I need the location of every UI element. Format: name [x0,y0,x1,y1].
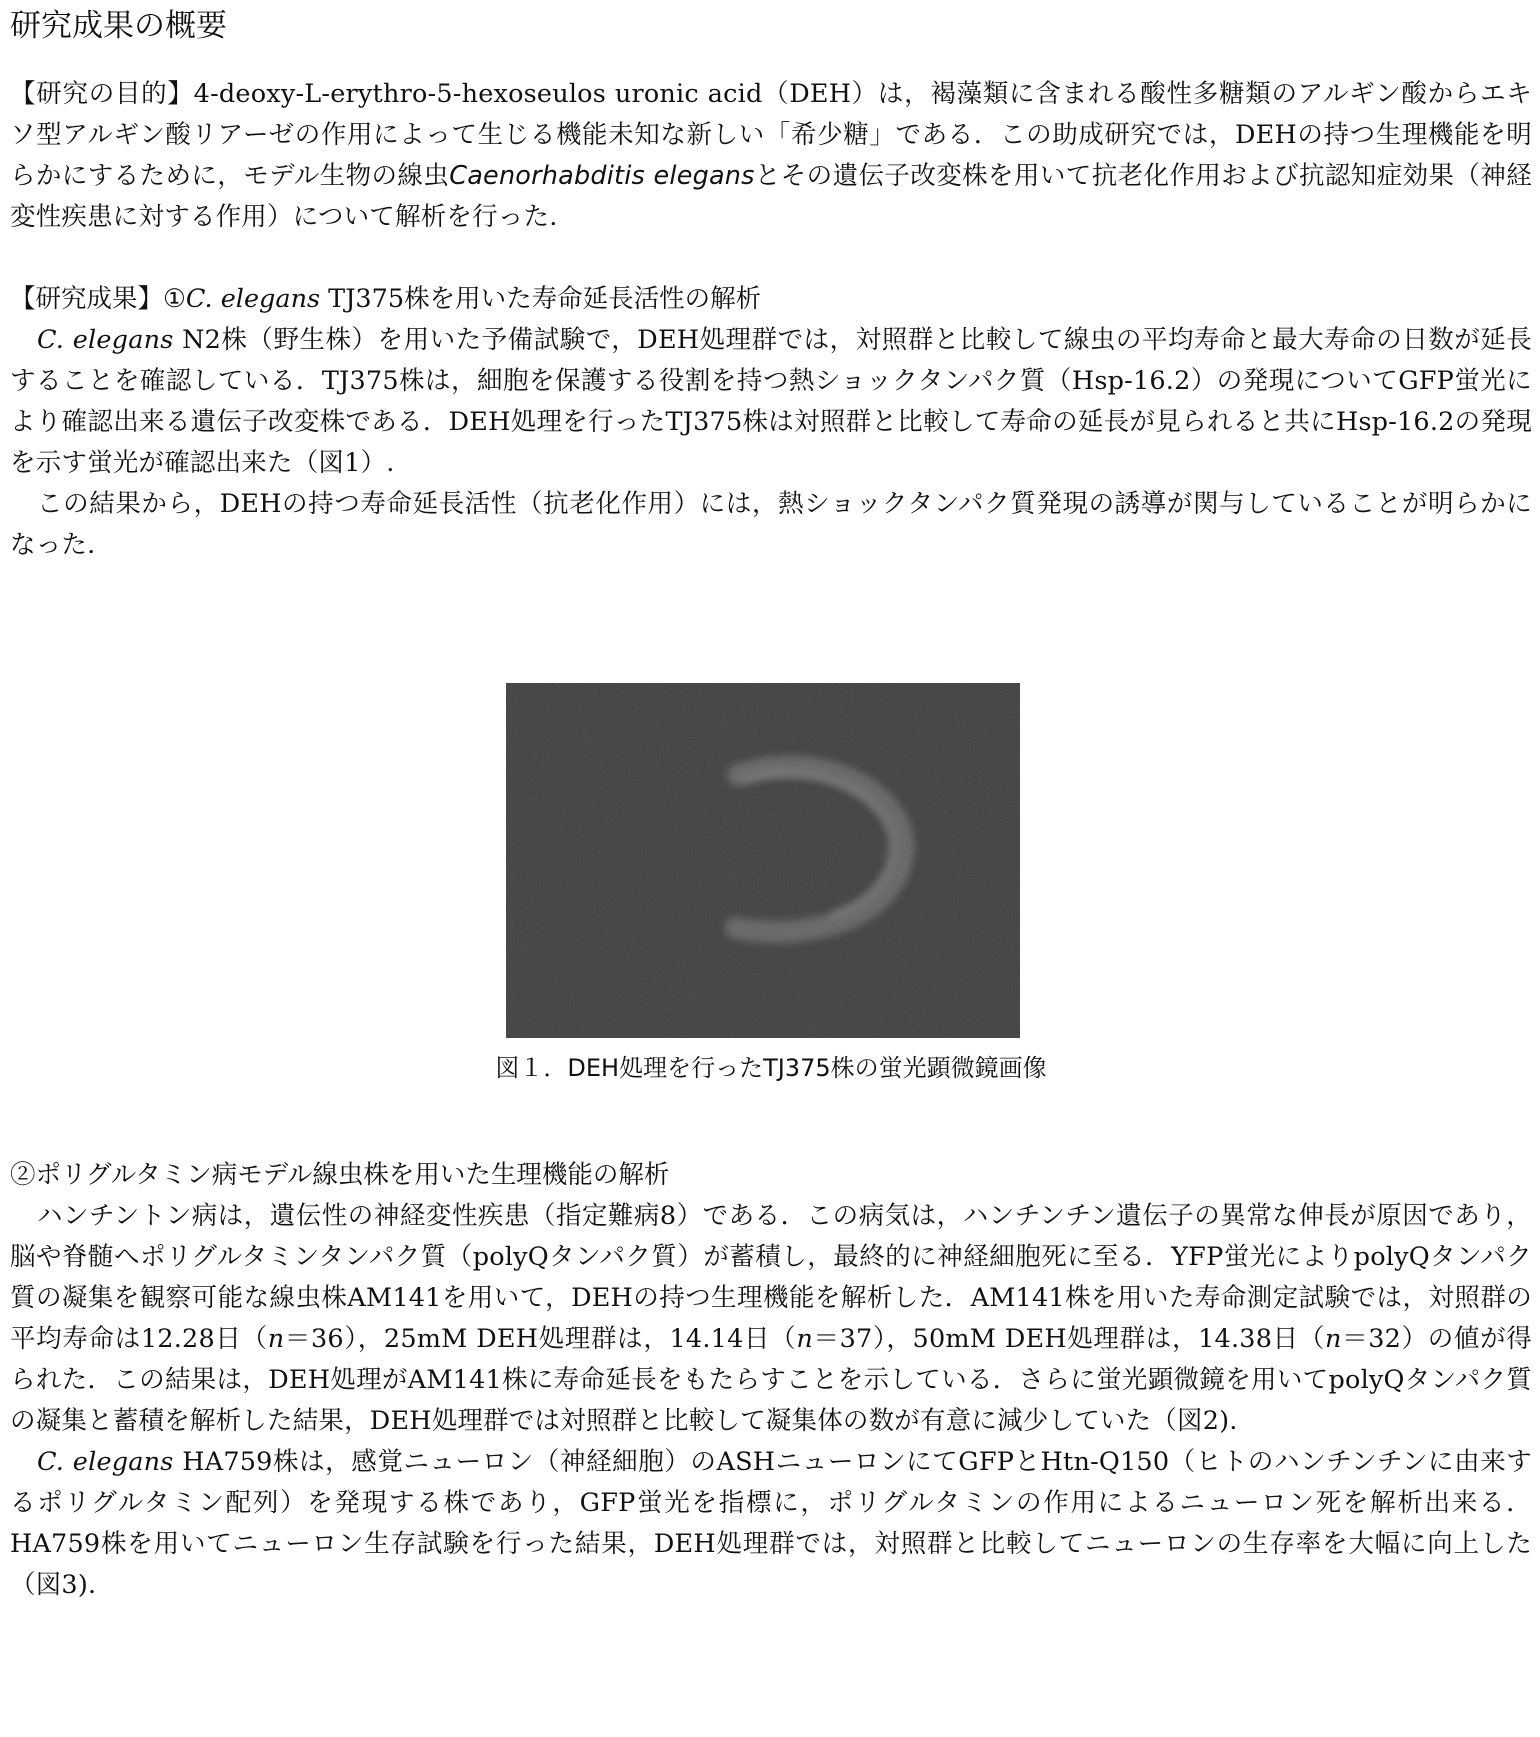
purpose-label: 【研究の目的】 [10,79,194,109]
purpose-paragraph [10,74,1532,238]
section2-p1-c: ＝37），50mM DEH処理群は，14.38日（ [812,1324,1325,1354]
section2-body [10,1196,1532,1606]
section2-p2-species: C. elegans [37,1447,174,1477]
page-title: 研究成果の概要 [10,8,227,44]
section2-paragraph-2 [10,1442,1532,1606]
purpose-text-1: 4-deoxy-L-erythro-5-hexoseulos uronic acid（DEH）は，褐藻類に含まれる酸性多糖類のアルギン酸からエキソ型アルギン酸リアーゼの作用によって生じる機能未知な新しい「希少糖」である．この助成研究では，DEHの持つ生理機能を明らかにするために，モデル生物の線虫 [10,79,1533,191]
worm-fluorescence-image [506,683,1020,1038]
n-symbol: n [267,1324,285,1354]
section2-p2-text: HA759株は，感覚ニューロン（神経細胞）のASHニューロンにてGFPとHtn-Q150（ヒトのハンチンチンに由来するポリグルタミン配列）を発現する株であり，GFP蛍光を指標に，ポリグルタミンの作用によるニューロン死を解析出来る．HA759株を用いてニューロン生存試験を行った結果，DEH処理群では，対照群と比較してニューロンの生存率を大幅に向上した（図3). [10,1447,1532,1600]
section1-p1-species: C. elegans [37,325,174,355]
section1-paragraph-1 [10,320,1532,484]
section2-heading: ②ポリグルタミン病モデル線虫株を用いた生理機能の解析 [10,1160,670,1190]
section1-species: C. elegans [185,284,321,314]
n-symbol: n [1324,1324,1342,1354]
section1-p1-text: N2株（野生株）を用いた予備試験で，DEH処理群では，対照群と比較して線虫の平均寿命と最大寿命の日数が延長することを確認している．TJ375株は，細胞を保護する役割を持つ熱ショックタンパク質（Hsp-16.2）の発現についてGFP蛍光により確認出来る遺伝子改変株である．DEH処理を行ったTJ375株は対照群と比較して寿命の延長が見られると共にHsp-16.2の発現を示す蛍光が確認出来た（図1）. [10,325,1533,478]
figure1-microscope-image [506,683,1020,1038]
n-symbol: n [796,1324,813,1354]
section2-p1-d: ＝32）の値が得られた．この結果は，DEH処理がAM141株に寿命延長をもたらすことを示している．さらに蛍光顕微鏡を用いてpolyQタンパク質の凝集と蓄積を解析した結果，DEH処理群では対照群と比較して凝集体の数が有意に減少していた（図2). [10,1324,1532,1436]
results-label: 【研究成果】 [10,284,164,314]
figure1-caption: 図１．DEH処理を行ったTJ375株の蛍光顕微鏡画像 [495,1054,1047,1082]
section1-heading-rest: TJ375株を用いた寿命延長活性の解析 [320,284,762,314]
section2-p1-b: ＝36），25mM DEH処理群は，14.14日（ [284,1324,797,1354]
section1-number: ① [163,284,186,314]
purpose-text-2: とその遺伝子改変株を用いて抗老化作用および抗認知症効果（神経変性疾患に対する作用）について解析を行った. [10,161,1532,232]
section2-p1-a: ハンチントン病は，遺伝性の神経変性疾患（指定難病8）である．この病気は，ハンチンチン遺伝子の異常な伸長が原因であり，脳や脊髄へポリグルタミンタンパク質（polyQタンパク質）が蓄積し，最終的に神経細胞死に至る．YFP蛍光によりpolyQタンパク質の凝集を観察可能な線虫株AM141を用いて，DEHの持つ生理機能を解析した．AM141株を用いた寿命測定試験では，対照群の平均寿命は12.28日（ [10,1201,1532,1354]
section1-heading [10,279,1532,320]
section2-paragraph-1 [10,1196,1532,1442]
purpose-species: Caenorhabditis elegans [449,161,755,191]
section1-paragraph-2: この結果から，DEHの持つ寿命延長活性（抗老化作用）には，熱ショックタンパク質発現の誘導が関与していることが明らかになった. [10,489,1532,560]
document-page [10,0,1533,1600]
